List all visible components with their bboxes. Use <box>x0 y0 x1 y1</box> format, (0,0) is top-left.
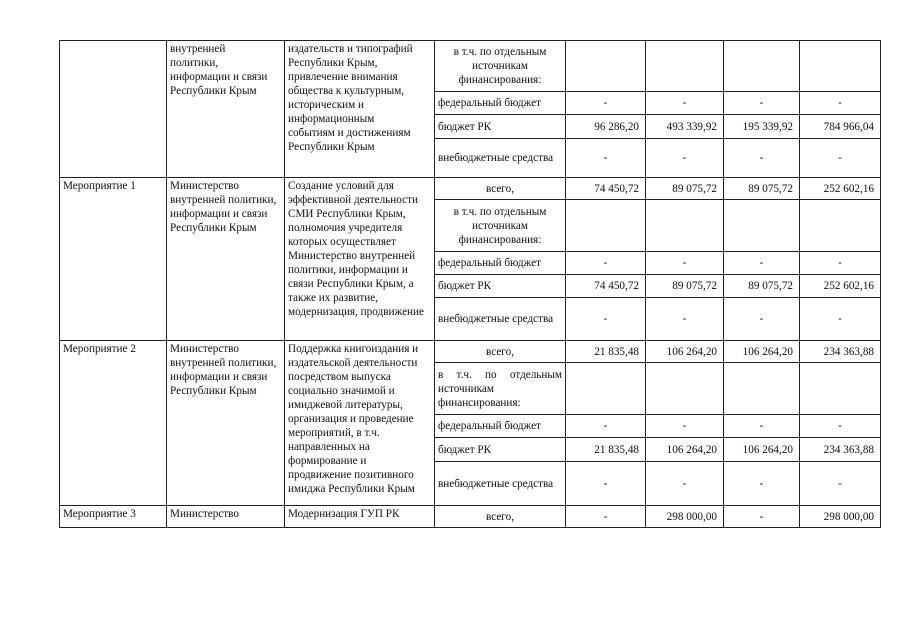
value-cell: - <box>566 92 646 115</box>
org-line: Республики Крым <box>170 85 257 97</box>
funding-source: федеральный бюджет <box>435 252 566 275</box>
value-cell <box>646 363 724 415</box>
funding-source: в т.ч. по отдельным источникам финансирования: <box>435 363 566 415</box>
value-cell: - <box>646 298 724 341</box>
value-cell: 234 363,88 <box>800 341 881 363</box>
budget-table <box>59 40 881 528</box>
value-cell: - <box>566 415 646 438</box>
org-cell: Министерство <box>167 506 285 528</box>
funding-source: федеральный бюджет <box>435 415 566 438</box>
value-cell: - <box>800 252 881 275</box>
value-cell: - <box>566 506 646 528</box>
value-cell: 298 000,00 <box>800 506 881 528</box>
funding-source: всего, <box>435 506 566 528</box>
funding-source: федеральный бюджет <box>435 92 566 115</box>
value-cell <box>724 41 800 92</box>
value-cell: - <box>566 252 646 275</box>
org-line: политики, <box>170 57 219 69</box>
description-cell <box>285 41 435 178</box>
value-cell <box>646 200 724 252</box>
desc-line: привлечение внимания <box>288 71 398 83</box>
value-cell <box>724 363 800 415</box>
value-cell: 21 835,48 <box>566 341 646 363</box>
org-cell <box>167 41 285 178</box>
funding-source: в т.ч. по отдельным источникам финансирования: <box>435 41 566 92</box>
desc-line: событиям и достижениям <box>288 127 411 139</box>
value-cell <box>800 200 881 252</box>
value-cell: 195 339,92 <box>724 115 800 139</box>
measure-name-cell: Мероприятие 2 <box>60 341 167 506</box>
funding-source: в т.ч. по отдельным источникам финансирования: <box>435 200 566 252</box>
value-cell: - <box>724 139 800 178</box>
value-cell <box>800 41 881 92</box>
value-cell <box>566 200 646 252</box>
org-line: внутренней <box>170 43 226 55</box>
value-cell: 74 450,72 <box>566 178 646 200</box>
value-cell: - <box>724 92 800 115</box>
desc-line: издательств и типографий <box>288 43 413 55</box>
value-cell: - <box>646 92 724 115</box>
measure-name-cell <box>60 41 167 178</box>
funding-source: бюджет РК <box>435 438 566 462</box>
org-cell: Министерство внутренней политики, информации и связи Республики Крым <box>167 178 285 341</box>
value-cell: - <box>646 415 724 438</box>
value-cell: - <box>800 298 881 341</box>
value-cell: - <box>566 462 646 506</box>
value-cell: - <box>724 415 800 438</box>
value-cell: - <box>724 462 800 506</box>
value-cell: 784 966,04 <box>800 115 881 139</box>
funding-source: всего, <box>435 178 566 200</box>
value-cell: 106 264,20 <box>646 438 724 462</box>
value-cell <box>646 41 724 92</box>
measure-name-cell: Мероприятие 3 <box>60 506 167 528</box>
value-cell: 96 286,20 <box>566 115 646 139</box>
value-cell: - <box>800 92 881 115</box>
value-cell: - <box>646 139 724 178</box>
table-row <box>60 506 881 528</box>
description-cell: Модернизация ГУП РК <box>285 506 435 528</box>
funding-source: всего, <box>435 341 566 363</box>
desc-line: историческим и <box>288 99 364 111</box>
funding-source: бюджет РК <box>435 275 566 298</box>
value-cell: 106 264,20 <box>646 341 724 363</box>
value-cell: - <box>724 298 800 341</box>
value-cell: 21 835,48 <box>566 438 646 462</box>
value-cell: - <box>800 415 881 438</box>
value-cell: - <box>724 506 800 528</box>
value-cell: 89 075,72 <box>646 275 724 298</box>
funding-source: бюджет РК <box>435 115 566 139</box>
value-cell: 89 075,72 <box>724 178 800 200</box>
value-cell: 234 363,88 <box>800 438 881 462</box>
table-body <box>60 41 881 528</box>
description-cell: Поддержка книгоиздания и издательской деятельности посредством выпуска социально значимой и имиджевой литературы, организация и проведение мероприятий, в т.ч. направленных на формирование и продвижение позитивного имиджа Республики Крым <box>285 341 435 506</box>
value-cell: - <box>800 462 881 506</box>
funding-source: внебюджетные средства <box>435 139 566 178</box>
measure-name-cell: Мероприятие 1 <box>60 178 167 341</box>
value-cell: 252 602,16 <box>800 275 881 298</box>
value-cell <box>724 200 800 252</box>
value-cell: 252 602,16 <box>800 178 881 200</box>
value-cell: 493 339,92 <box>646 115 724 139</box>
value-cell: - <box>800 139 881 178</box>
value-cell: 89 075,72 <box>724 275 800 298</box>
value-cell: - <box>646 462 724 506</box>
value-cell: - <box>724 252 800 275</box>
funding-source: внебюджетные средства <box>435 298 566 341</box>
desc-line: Республики Крым, <box>288 57 378 69</box>
value-cell: 89 075,72 <box>646 178 724 200</box>
value-cell <box>566 41 646 92</box>
funding-source: внебюджетные средства <box>435 462 566 506</box>
table-row <box>60 178 881 200</box>
desc-line: информационным <box>288 113 375 125</box>
desc-line: Республики Крым <box>288 141 375 153</box>
value-cell <box>800 363 881 415</box>
description-cell: Создание условий для эффективной деятельности СМИ Республики Крым, полномочия учредителя которых осуществляет Министерство внутренней политики, информации и связи Республики Крым, а также их развитие, модернизация, продвижение <box>285 178 435 341</box>
value-cell: - <box>566 139 646 178</box>
table-row <box>60 41 881 92</box>
org-line: информации и связи <box>170 71 268 83</box>
org-cell: Министерство внутренней политики, информации и связи Республики Крым <box>167 341 285 506</box>
value-cell: 298 000,00 <box>646 506 724 528</box>
desc-line: общества к культурным, <box>288 85 405 97</box>
value-cell: 106 264,20 <box>724 438 800 462</box>
value-cell: - <box>646 252 724 275</box>
value-cell: 74 450,72 <box>566 275 646 298</box>
table-row <box>60 341 881 363</box>
value-cell: 106 264,20 <box>724 341 800 363</box>
value-cell <box>566 363 646 415</box>
value-cell: - <box>566 298 646 341</box>
